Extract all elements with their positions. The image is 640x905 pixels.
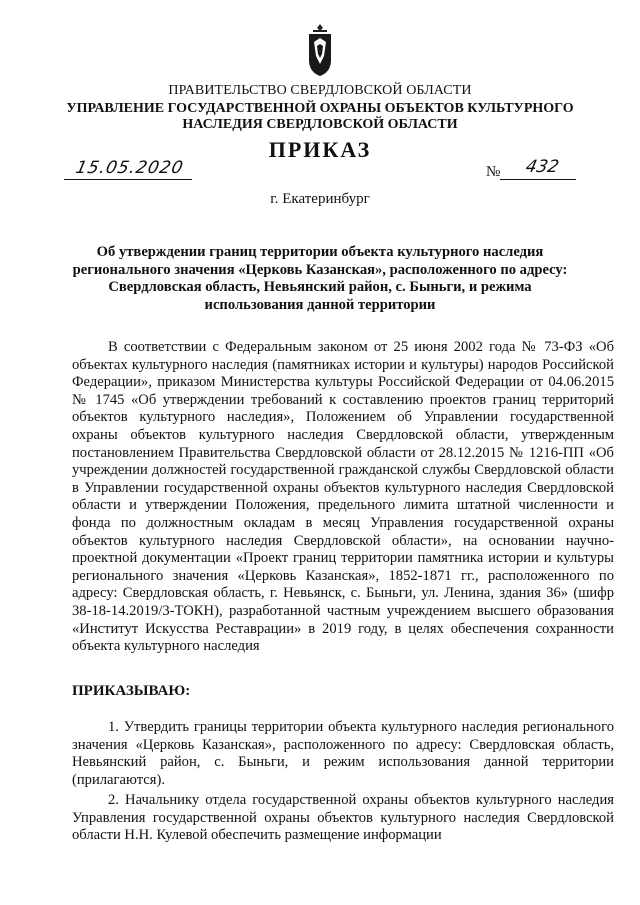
order-item-1: 1. Утвердить границы территории объекта культурного наследия регионального значения «Церковь Казанская», расположенного по адресу: Свердловская область, Невьянский район, с. Быньги, и режим использования данной территории (прилагаются). [72,719,614,788]
number-underline [500,178,576,180]
city: г. Екатеринбург [270,191,370,207]
coat-of-arms-icon [305,22,335,78]
date-underline [64,178,192,180]
order-date: 15.05.2020 [73,158,186,178]
order-word: ПРИКАЗЫВАЮ: [72,683,191,699]
document-type: ПРИКАЗ [268,137,372,162]
order-number: 432 [523,157,561,177]
document-title: Об утверждении границ территории объекта культурного наследия регионального значения «Церковь Казанская», расположенного по адресу: Свердловская область, Невьянский район, с. Быньги, и режима использования данной территории [72,244,568,313]
preamble-paragraph: В соответствии с Федеральным законом от 25 июня 2002 года № 73-ФЗ «Об объектах культурного наследия (памятниках истории и культуры) народов Российской Федерации», приказом Министерства культуры Российской Федерации от 04.06.2015 № 1745 «Об утверждении требований к составлению проектов границ территорий объектов культурного наследия», Положением об Управлении государственной охраны объектов культурного наследия Свердловской области, утвержденным постановлением Правительства Свердловской области от 28.12.2015 № 1216-ПП «Об учреждении должностей государственной гражданской службы Свердловской области в Управлении государственной охраны объектов культурного наследия Свердловской области и утверждении Положения, предельного лимита штатной численности и фонда по должностным окладам в месяц Управления государственной охраны объектов культурного наследия Свердловской области», на основании научно-проектной документации «Проект границ территории памятника истории и культуры регионального значения «Церковь Казанская», 1852-1871 гг., расположенного по адресу: Свердловская область, г. Невьянск, с. Быньги, ул. Ленина, здания 36» (шифр 38-18-14.2019/3-ТОКН), разработанной частным учреждением высшего образования «Институт Искусства Реставрации» в 2019 году, в целях обеспечения сохранности объекта культурного наследия [72,339,614,655]
order-item-2: 2. Начальнику отдела государственной охраны объектов культурного наследия Управления государственной охраны объектов культурного наследия Свердловской области Н.Н. Кулевой обеспечить размещение информации [72,792,614,844]
government-name: ПРАВИТЕЛЬСТВО СВЕРДЛОВСКОЙ ОБЛАСТИ [168,83,472,98]
number-label: № [486,164,501,180]
department-name: УПРАВЛЕНИЕ ГОСУДАРСТВЕННОЙ ОХРАНЫ ОБЪЕКТОВ КУЛЬТУРНОГО НАСЛЕДИЯ СВЕРДЛОВСКОЙ ОБЛАСТИ [66,101,574,132]
